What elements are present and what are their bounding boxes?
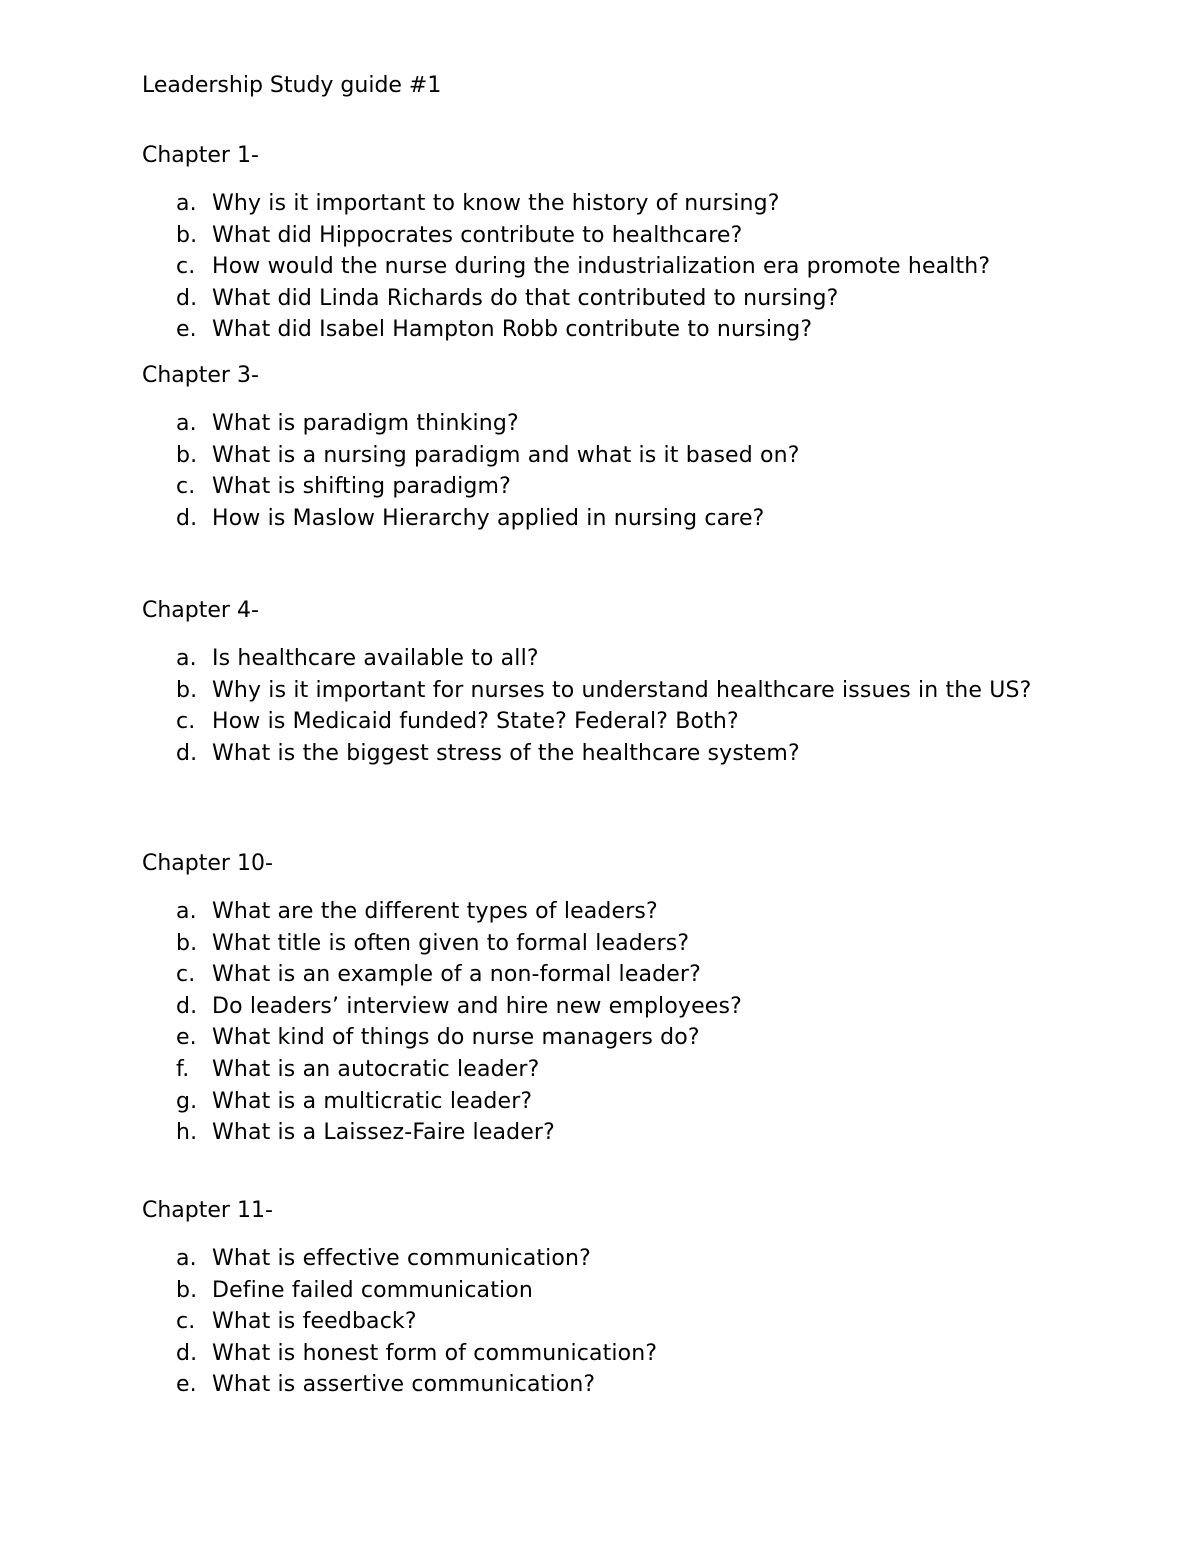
question-marker: d. xyxy=(176,285,198,311)
question-text: Why is it important for nurses to understand healthcare issues in the US? xyxy=(212,677,1032,703)
question-item xyxy=(142,1022,1072,1054)
question-text: How is Medicaid funded? State? Federal? Both? xyxy=(212,709,739,735)
question-item xyxy=(142,675,1072,707)
question-item xyxy=(142,1275,1072,1307)
question-item xyxy=(142,188,1072,220)
question-item xyxy=(142,503,1072,535)
question-text: What did Linda Richards do that contributed to nursing? xyxy=(212,285,839,311)
chapter-section xyxy=(142,141,1072,346)
question-item xyxy=(142,1369,1072,1401)
question-marker: b. xyxy=(176,930,198,956)
chapter-heading: Chapter 10- xyxy=(142,851,273,876)
question-text: Define failed communication xyxy=(212,1277,533,1303)
question-marker: d. xyxy=(176,505,198,531)
question-text: What title is often given to formal leaders? xyxy=(212,930,690,956)
document-title: Leadership Study guide #1 xyxy=(142,73,442,98)
question-marker: d. xyxy=(176,740,198,766)
question-list xyxy=(142,896,1072,1149)
question-text: What is honest form of communication? xyxy=(212,1340,658,1366)
question-item xyxy=(142,1117,1072,1149)
question-marker: a. xyxy=(176,899,197,924)
question-item xyxy=(142,314,1072,346)
question-marker: e. xyxy=(176,1025,197,1051)
question-marker: f. xyxy=(176,1056,190,1082)
question-marker: d. xyxy=(176,1340,198,1366)
question-text: What is paradigm thinking? xyxy=(212,411,519,436)
question-marker: a. xyxy=(176,191,197,216)
question-item xyxy=(142,706,1072,738)
question-text: Is healthcare available to all? xyxy=(212,646,539,671)
question-text: What are the different types of leaders? xyxy=(212,899,658,924)
question-marker: a. xyxy=(176,411,197,436)
chapter-heading: Chapter 3- xyxy=(142,363,259,388)
chapter-heading: Chapter 4- xyxy=(142,598,259,623)
question-list xyxy=(142,408,1072,534)
question-text: What is feedback? xyxy=(212,1309,417,1335)
chapter-section xyxy=(142,596,1072,769)
question-list xyxy=(142,643,1072,769)
question-item xyxy=(142,1243,1072,1275)
question-list xyxy=(142,1243,1072,1401)
question-marker: a. xyxy=(176,646,197,671)
question-item xyxy=(142,220,1072,252)
question-item xyxy=(142,1306,1072,1338)
chapter-heading: Chapter 1- xyxy=(142,143,259,168)
question-item xyxy=(142,1086,1072,1118)
question-marker: c. xyxy=(176,709,196,735)
question-text: How is Maslow Hierarchy applied in nursing care? xyxy=(212,505,765,531)
question-text: What did Hippocrates contribute to healthcare? xyxy=(212,222,743,248)
question-item xyxy=(142,408,1072,440)
question-text: What is an example of a non-formal leader? xyxy=(212,962,701,988)
question-item xyxy=(142,251,1072,283)
question-text: How would the nurse during the industrialization era promote health? xyxy=(212,254,991,280)
question-item xyxy=(142,896,1072,928)
question-text: What is a nursing paradigm and what is it based on? xyxy=(212,442,800,468)
question-marker: e. xyxy=(176,317,197,343)
question-item xyxy=(142,643,1072,675)
question-text: What kind of things do nurse managers do? xyxy=(212,1025,700,1051)
question-marker: b. xyxy=(176,222,198,248)
question-marker: c. xyxy=(176,254,196,280)
question-text: What is an autocratic leader? xyxy=(212,1056,540,1082)
chapter-heading: Chapter 11- xyxy=(142,1198,273,1223)
question-item xyxy=(142,991,1072,1023)
question-item xyxy=(142,959,1072,991)
question-marker: a. xyxy=(176,1246,197,1271)
question-marker: b. xyxy=(176,677,198,703)
question-text: What did Isabel Hampton Robb contribute to nursing? xyxy=(212,317,813,343)
question-item xyxy=(142,1054,1072,1086)
chapter-section xyxy=(142,361,1072,534)
question-marker: c. xyxy=(176,962,196,988)
question-text: What is the biggest stress of the healthcare system? xyxy=(212,740,800,766)
question-marker: g. xyxy=(176,1088,198,1114)
question-marker: b. xyxy=(176,442,198,468)
question-text: Why is it important to know the history of nursing? xyxy=(212,191,780,216)
question-item xyxy=(142,471,1072,503)
question-item xyxy=(142,928,1072,960)
question-marker: h. xyxy=(176,1120,198,1146)
chapter-section xyxy=(142,849,1072,1149)
question-marker: c. xyxy=(176,1309,196,1335)
question-text: Do leaders’ interview and hire new employees? xyxy=(212,993,742,1019)
question-item xyxy=(142,738,1072,770)
question-text: What is assertive communication? xyxy=(212,1372,596,1398)
question-text: What is effective communication? xyxy=(212,1246,591,1271)
question-list xyxy=(142,188,1072,346)
question-item xyxy=(142,1338,1072,1370)
question-marker: e. xyxy=(176,1372,197,1398)
question-marker: b. xyxy=(176,1277,198,1303)
question-text: What is a Laissez-Faire leader? xyxy=(212,1120,555,1146)
chapter-section xyxy=(142,1196,1072,1401)
question-text: What is shifting paradigm? xyxy=(212,474,511,500)
question-item xyxy=(142,440,1072,472)
question-marker: c. xyxy=(176,474,196,500)
question-text: What is a multicratic leader? xyxy=(212,1088,533,1114)
question-item xyxy=(142,283,1072,315)
question-marker: d. xyxy=(176,993,198,1019)
